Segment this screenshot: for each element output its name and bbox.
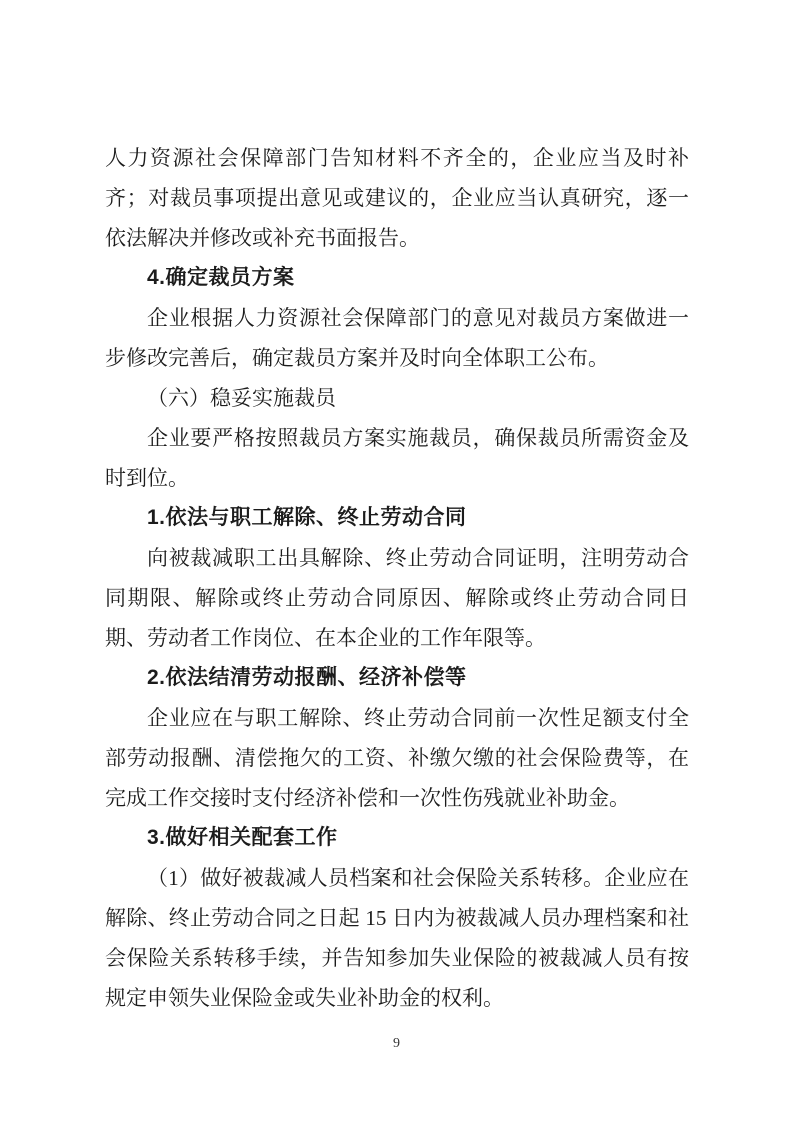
- section-subheading: （六）稳妥实施裁员: [147, 386, 336, 410]
- section-heading: 2.依法结清劳动报酬、经济补偿等: [147, 666, 467, 689]
- page-number: 9: [393, 1036, 400, 1051]
- body-paragraph: 企业要严格按照裁员方案实施裁员，确保裁员所需资金及时到位。: [105, 426, 689, 490]
- body-paragraph: （1）做好被裁减人员档案和社会保险关系转移。企业应在解除、终止劳动合同之日起 15 日内为被裁减人员办理档案和社会保险关系转移手续，并告知参加失业保险的被裁减人员有按规定申领失业保险金或失业补助金的权利。: [105, 866, 689, 1010]
- section-heading: 3.做好相关配套工作: [147, 826, 338, 849]
- section-heading: 4.确定裁员方案: [147, 266, 295, 289]
- body-paragraph: 向被裁减职工出具解除、终止劳动合同证明，注明劳动合同期限、解除或终止劳动合同原因、解除或终止劳动合同日期、劳动者工作岗位、在本企业的工作年限等。: [105, 546, 689, 650]
- document-body: [105, 138, 689, 1018]
- body-paragraph: 企业应在与职工解除、终止劳动合同前一次性足额支付全部劳动报酬、清偿拖欠的工资、补缴欠缴的社会保险费等，在完成工作交接时支付经济补偿和一次性伤残就业补助金。: [105, 706, 689, 810]
- body-paragraph: 企业根据人力资源社会保障部门的意见对裁员方案做进一步修改完善后，确定裁员方案并及时向全体职工公布。: [105, 306, 689, 370]
- body-paragraph: 人力资源社会保障部门告知材料不齐全的，企业应当及时补齐；对裁员事项提出意见或建议的，企业应当认真研究，逐一依法解决并修改或补充书面报告。: [105, 146, 689, 250]
- section-heading: 1.依法与职工解除、终止劳动合同: [147, 506, 467, 529]
